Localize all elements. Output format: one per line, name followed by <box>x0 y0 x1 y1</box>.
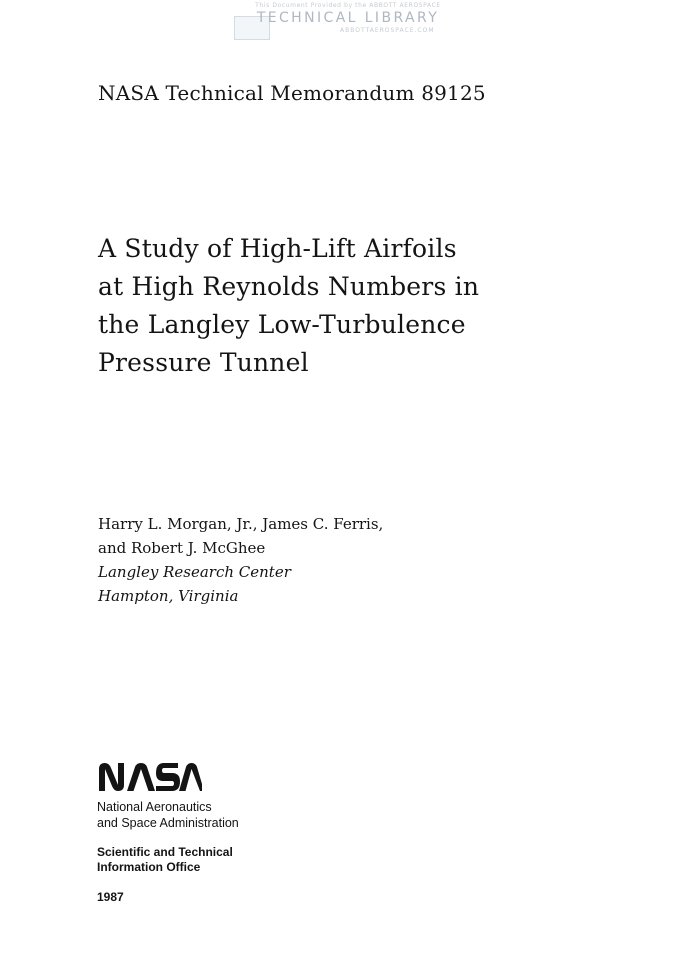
report-title <box>98 230 618 382</box>
agency-name <box>97 799 397 831</box>
watermark-provided-by: This Document Provided by the ABBOTT AEROSPACE <box>255 2 441 9</box>
publication-year: 1987 <box>97 890 124 904</box>
office-line: Information Office <box>97 860 201 874</box>
affiliation-line: Hampton, Virginia <box>98 587 239 605</box>
title-line: at High Reynolds Numbers in <box>98 272 480 301</box>
authors-line: and Robert J. McGhee <box>98 539 266 557</box>
title-line: A Study of High-Lift Airfoils <box>98 234 457 263</box>
watermark-library-name: TECHNICAL LIBRARY <box>256 10 440 26</box>
agency-line: National Aeronautics <box>97 800 212 814</box>
logo-letter-a <box>127 763 155 791</box>
nasa-worm-logo <box>97 762 202 792</box>
logo-letter-n <box>99 763 124 791</box>
logo-letter-s <box>156 763 180 791</box>
logo-letter-a <box>179 763 202 791</box>
affiliation-line: Langley Research Center <box>98 563 291 581</box>
authors-line: Harry L. Morgan, Jr., James C. Ferris, <box>98 515 384 533</box>
title-line: Pressure Tunnel <box>98 348 309 377</box>
report-number: NASA Technical Memorandum 89125 <box>98 81 486 105</box>
author-block <box>98 512 598 608</box>
publishing-office <box>97 845 397 875</box>
title-line: the Langley Low-Turbulence <box>98 310 466 339</box>
agency-line: and Space Administration <box>97 816 239 830</box>
office-line: Scientific and Technical <box>97 845 233 859</box>
library-watermark <box>228 2 468 38</box>
watermark-website: ABBOTTAEROSPACE.COM <box>340 27 435 34</box>
